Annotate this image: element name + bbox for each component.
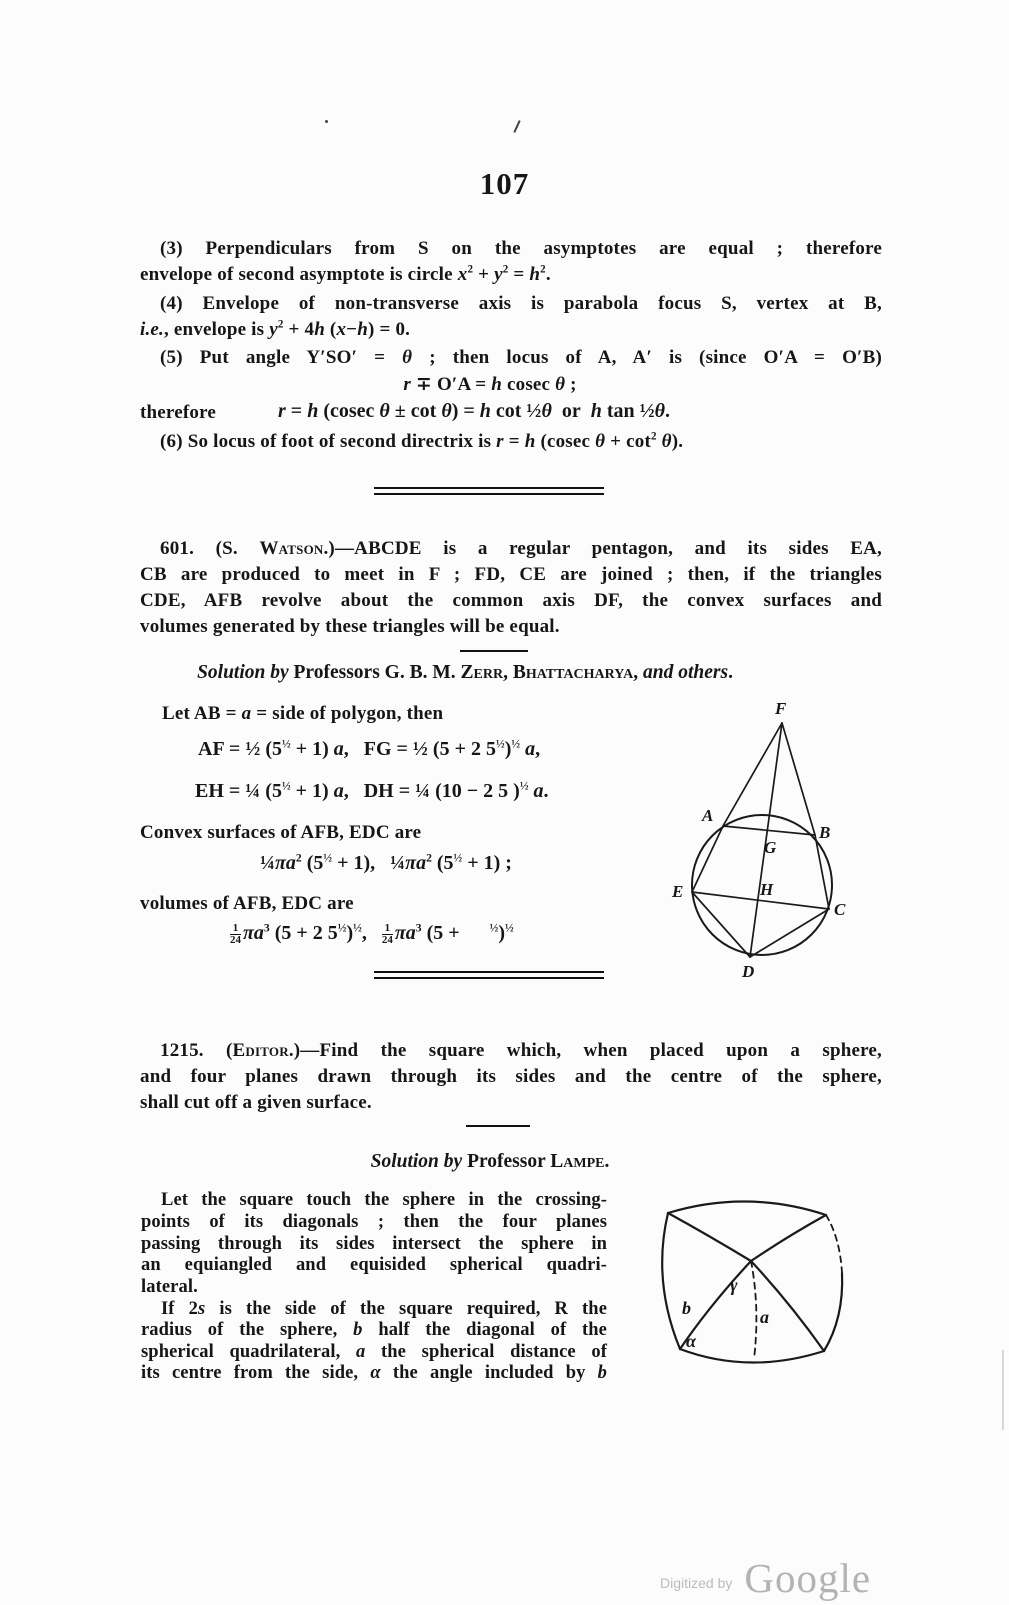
section-divider-double: [374, 971, 604, 979]
sol1215-line: spherical quadrilateral, a the spherical distance of: [141, 1342, 607, 1362]
pentagon-figure: [638, 678, 888, 983]
sol601-formula4: $\frac{1}{24}$ $\pi a^3$ (5 + 2 $5^{\frac{1}{2}})^{\frac{1}{2}}$, $\frac{1}{24}$ $\pi a^3$ (5 + $^{\frac{1}{2}}$)$^{\frac{1}{2}}$: [230, 921, 514, 946]
angle-label-gamma: γ: [730, 1275, 738, 1295]
arc-right-edge-dashed: [826, 1215, 842, 1273]
arc-top-edge: [668, 1201, 826, 1215]
vertex-label-D: D: [742, 962, 755, 981]
q601-line4: volumes generated by these triangles will be equal.: [140, 616, 560, 637]
sol1215-line: lateral.: [141, 1277, 198, 1297]
line-F-B-C: [782, 723, 829, 909]
arc-bottom-edge: [680, 1349, 824, 1363]
vertex-label-A: A: [702, 806, 714, 825]
vertex-label-F: F: [775, 699, 787, 718]
scan-speck: [513, 120, 520, 133]
section-divider-short: [460, 650, 528, 652]
item3-line1: (3) Perpendiculars from S on the asymptotes are equal ; therefore: [160, 238, 882, 259]
scan-speck: [325, 120, 328, 123]
sol601-byline: Solution by Professors G. B. M. Zerr, Bhattacharya, and others.: [197, 662, 733, 683]
arc-right-edge: [824, 1273, 842, 1351]
google-logo: Google: [744, 1555, 872, 1601]
sol601-let-line: Let AB = a = side of polygon, then: [162, 703, 444, 724]
q601-line2: CB are produced to meet in F ; FD, CE are joined ; then, if the triangles: [140, 564, 882, 585]
item5-therefore: therefore: [140, 402, 217, 423]
angle-label-alpha: α: [686, 1331, 696, 1351]
sol601-formula2: EH = ¼ $(5^{\frac{1}{2}} + 1)$ a, DH = ¼ (10 − 2 5 )$^{\frac{1}{2}}$ a.: [195, 779, 549, 802]
item3-line2: envelope of second asymptote is circle $x^2 + y^2 = h^2$.: [140, 263, 551, 285]
q1215-line3: shall cut off a given surface.: [140, 1092, 372, 1113]
sol1215-line: radius of the sphere, b half the diagonal of the: [141, 1320, 607, 1340]
sol1215-line: If 2s is the side of the square required, R the: [161, 1299, 607, 1319]
q601-line1: 601. (S. Watson.)—ABCDE is a regular pentagon, and its sides EA,: [160, 538, 882, 559]
vertex-label-B: B: [819, 823, 831, 842]
page-number: 107: [479, 166, 530, 201]
watermark: [660, 1550, 872, 1601]
section-divider-short: [466, 1125, 530, 1127]
watermark-prefix: Digitized by: [660, 1575, 733, 1591]
side-E-D: [692, 892, 750, 957]
item5-line1: (5) Put angle Y′SO′ = θ ; then locus of A, A′ is (since O′A = O′B): [160, 347, 882, 368]
sol601-formula3: $\frac{1}{4}\pi a^2$ $(5^{\frac{1}{2}} + 1)$, $\frac{1}{4}\pi a^2$ $(5^{\frac{1}{2}} + 1)$ ;: [260, 851, 512, 874]
item4-line1: (4) Envelope of non-transverse axis is parabola focus S, vertex at B,: [160, 293, 882, 314]
vertex-label-E: E: [672, 882, 684, 901]
point-label-G: G: [764, 838, 777, 857]
sol601-text1: Convex surfaces of AFB, EDC are: [140, 822, 422, 843]
diagonal-arc-2: [680, 1215, 826, 1349]
page-edge-artifact: [1002, 1350, 1004, 1430]
arc-left-edge: [662, 1213, 680, 1349]
section-divider-double: [374, 487, 604, 495]
q1215-line1: 1215. (Editor.)—Find the square which, when placed upon a sphere,: [160, 1040, 882, 1061]
item5-formula: r = h (cosec θ ± cot θ) = h cot ½θ or h tan ½θ.: [278, 400, 671, 422]
arc-label-b: b: [682, 1298, 691, 1318]
item6-line: (6) So locus of foot of second directrix is r = h (cosec $\theta + \cot^2 \theta$).: [160, 430, 684, 452]
sol1215-byline: Solution by Professor Lampe.: [370, 1151, 610, 1172]
sphere-figure: [648, 1183, 888, 1383]
item5-centered-formula: r ∓ O′A = h cosec θ ;: [403, 374, 577, 395]
arc-label-a: a: [760, 1307, 769, 1327]
vertex-label-C: C: [834, 900, 846, 919]
sol1215-line: its centre from the side, α the angle included by b: [141, 1363, 607, 1383]
q1215-line2: and four planes drawn through its sides and the centre of the sphere,: [140, 1066, 882, 1087]
point-label-H: H: [760, 880, 774, 899]
dashed-line-a: [751, 1261, 756, 1359]
sol601-formula1: AF = ½ $(5^{\frac{1}{2}} + 1)$ a, FG = ½ (5 + 2 $5^{\frac{1}{2}})^{\frac{1}{2}}$ a,: [198, 737, 541, 760]
sol1215-line: Let the square touch the sphere in the crossing-: [161, 1190, 607, 1210]
item4-line2: i.e., envelope is $y^2 + 4h$ (x−h) = 0.: [140, 318, 411, 340]
q601-line3: CDE, AFB revolve about the common axis DF, the convex surfaces and: [140, 590, 882, 611]
sol601-text2: volumes of AFB, EDC are: [140, 893, 354, 914]
sol1215-line: points of its diagonals ; then the four planes: [141, 1212, 607, 1232]
sol1215-line: passing through its sides intersect the sphere in: [141, 1234, 607, 1254]
sol1215-line: an equiangled and equisided spherical quadri-: [141, 1255, 607, 1275]
